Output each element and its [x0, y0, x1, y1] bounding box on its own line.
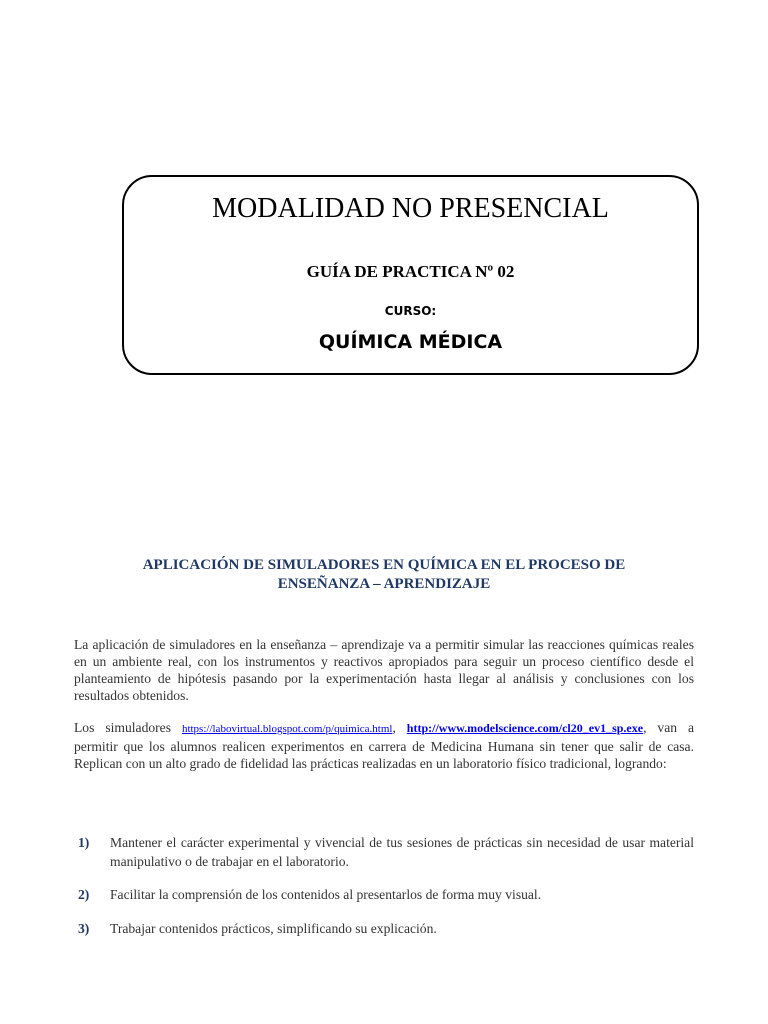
section-title-line2: ENSEÑANZA – APRENDIZAJE — [277, 576, 491, 592]
intro-paragraph: La aplicación de simuladores en la enseñanza – aprendizaje va a permitir simular las reacciones químicas reales en un ambiente real, con los instrumentos y reactivos apropiados para seguir un proceso científico desde el planteamiento de hipótesis pasando por la experimentación hasta llegar al análisis y conclusiones con los resultados obtenidos. — [74, 637, 694, 703]
labovirtual-link[interactable]: https://labovirtual.blogspot.com/p/quimica.html — [181, 723, 393, 735]
list-item — [78, 833, 694, 871]
section-title — [74, 556, 694, 594]
list-number: 1) — [78, 835, 90, 850]
list-number: 3) — [78, 921, 90, 936]
simulators-suffix: , van a permitir que los alumnos realicen experimentos en carrera de Medicina Humana sin tener que salir de casa. Replican con un alto grado de fidelidad las prácticas realizadas en un laboratorio físico tradicional, logrando: — [74, 720, 694, 771]
modality-heading: MODALIDAD NO PRESENCIAL — [212, 193, 609, 224]
list-item — [78, 885, 694, 904]
list-text: Facilitar la comprensión de los contenidos al presentarlos de forma muy visual. — [110, 887, 542, 902]
section-title-line1: APLICACIÓN DE SIMULADORES EN QUÍMICA EN EL PROCESO DE — [142, 557, 626, 573]
title-box — [122, 175, 699, 375]
list-text: Trabajar contenidos prácticos, simplificando su explicación. — [110, 921, 437, 936]
course-name: QUÍMICA MÉDICA — [318, 331, 503, 353]
modelscience-link[interactable]: http://www.modelscience.com/cl20_ev1_sp.exe — [406, 721, 644, 735]
simulators-paragraph — [74, 719, 694, 772]
list-item — [78, 919, 694, 938]
simulators-prefix: Los simuladores — [74, 720, 182, 735]
list-number: 2) — [78, 887, 90, 902]
guide-number: GUÍA DE PRACTICA Nº 02 — [306, 262, 515, 281]
list-text: Mantener el carácter experimental y vivencial de tus sesiones de prácticas sin necesidad de usar material manipulativo o de trabajar en el laboratorio. — [110, 835, 694, 869]
link-separator: , — [392, 720, 407, 735]
course-label: CURSO: — [384, 304, 437, 318]
